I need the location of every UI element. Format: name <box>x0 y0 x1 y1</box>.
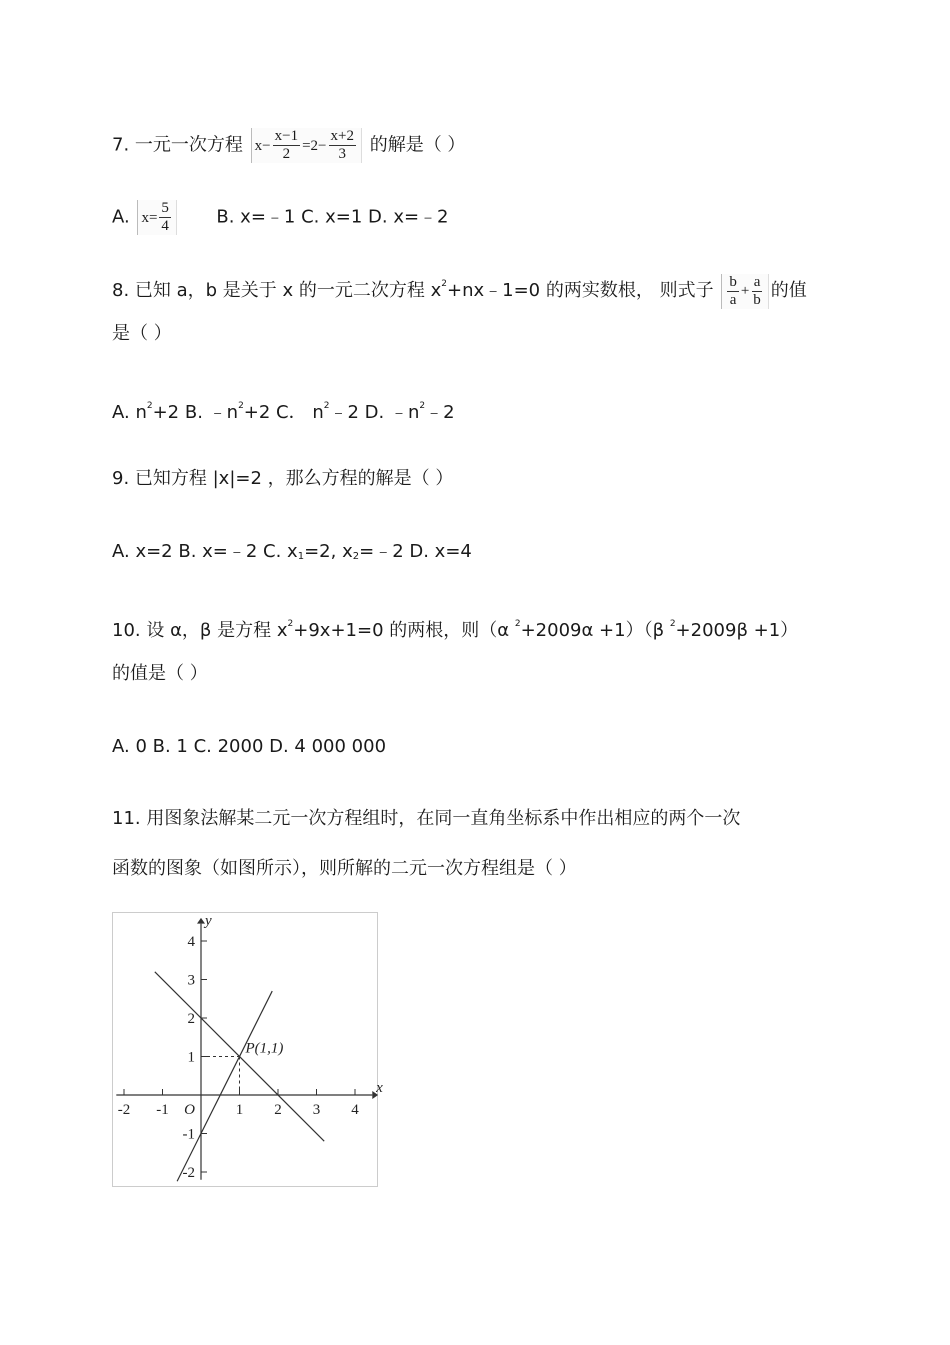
q7-option-a-num: 5 <box>161 200 169 216</box>
q7-frac1-num: x−1 <box>274 128 299 144</box>
q9-sub1: 1 <box>297 551 305 562</box>
q8-exponent: 2 <box>441 279 447 289</box>
q8-options <box>112 394 455 425</box>
q7-frac2-num: x+2 <box>330 128 354 144</box>
q8-opt-c-sup: 2 <box>323 401 330 411</box>
q7-option-a-label: A. <box>112 206 130 228</box>
q8-fraction-2 <box>751 274 763 309</box>
q7-equation-image <box>251 128 362 163</box>
q9-opt-part2: =2, x <box>304 541 353 562</box>
q8-stem-line2: 是（ ） <box>112 323 172 344</box>
q10-stem-part2: +9x+1=0 的两根，则（α <box>293 620 515 641</box>
q7-option-a-image <box>137 200 176 235</box>
origin-label: O <box>184 1102 195 1118</box>
q9-opt-part3: =﹣2 D. x=4 <box>359 541 472 562</box>
q7-option-a-fraction <box>159 200 171 235</box>
y-tick-label: 4 <box>187 934 195 950</box>
x-axis-label: x <box>376 1080 383 1096</box>
q8-fraction-1 <box>727 274 739 309</box>
q8-opt-a-sup: 2 <box>146 401 153 411</box>
q10-stem-line2: 的值是（ ） <box>112 663 208 684</box>
q10-stem-part1: 10. 设 α，β 是方程 x <box>112 620 288 641</box>
q8-stem-part1: 8. 已知 a，b 是关于 x 的一元二次方程 x <box>112 280 442 301</box>
q8-opt-b-sup: 2 <box>238 401 244 411</box>
q10-stem-part3: +2009α +1）（β <box>520 620 670 641</box>
y-tick-label: 3 <box>187 972 195 989</box>
q7-eq-mid: =2− <box>302 137 327 154</box>
y-axis-label: y <box>205 912 212 929</box>
q9-sub2: 2 <box>352 551 360 562</box>
q10-options: A. 0 B. 1 C. 2000 D. 4 000 000 <box>112 736 387 757</box>
q7-frac2-den: 3 <box>338 146 346 162</box>
q7-options-rest: B. x=﹣1 C. x=1 D. x=﹣2 <box>216 206 449 228</box>
q10-stem-part4: +2009β +1） <box>675 620 799 641</box>
y-axis-arrow-icon <box>197 918 205 924</box>
q8-stem-part2: +nx﹣1=0 的两实数根， 则式子 <box>447 280 714 301</box>
q7-fraction-1 <box>273 128 300 163</box>
q9-opt-part1: A. x=2 B. x=﹣2 C. x <box>112 541 298 562</box>
q8-opt-a: A. n <box>112 402 147 423</box>
q8-opt-d: ﹣2 D. ﹣n <box>329 402 420 423</box>
q11-stem-line1: 11. 用图象法解某二元一次方程组时，在同一直角坐标系中作出相应的两个一次 <box>112 808 741 829</box>
q8-opt-d-sup: 2 <box>419 401 426 411</box>
q7-options <box>112 200 449 235</box>
q10-stem <box>112 612 798 643</box>
y-tick-label: -2 <box>182 1165 195 1181</box>
y-tick-label: 2 <box>187 1011 195 1027</box>
q11-stem-line2: 函数的图象（如图所示），则所解的二元一次方程组是（ ） <box>112 858 577 879</box>
q8-opt-d-tail: ﹣2 <box>425 402 455 423</box>
q7-stem-tail: 的解是（ ） <box>369 134 466 156</box>
q7-eq-lhs: x− <box>254 137 271 154</box>
q8-frac1-num: b <box>729 273 737 290</box>
q9-stem: 9. 已知方程 |x|=2 ，那么方程的解是（ ） <box>112 468 454 489</box>
q7-fraction-2 <box>329 128 356 163</box>
q8-stem <box>112 272 807 309</box>
q7-stem <box>112 128 465 163</box>
x-tick-label: 4 <box>351 1102 359 1118</box>
q8-stem-part3: 的值 <box>770 280 807 301</box>
intersection-label: P(1,1) <box>245 1040 284 1057</box>
q8-expression-image <box>721 274 768 309</box>
y-tick-label: -1 <box>182 1126 195 1143</box>
x-tick-label: 2 <box>274 1102 282 1118</box>
x-tick-label: 1 <box>235 1102 244 1118</box>
q8-frac2-num: a <box>753 273 761 290</box>
x-tick-label: -1 <box>156 1102 169 1118</box>
q10-sup-3: 2 <box>669 619 676 629</box>
q8-opt-c: +2 C． n <box>243 402 324 423</box>
q8-frac1-den: a <box>729 291 737 308</box>
q7-option-a-lhs: x= <box>141 209 158 226</box>
y-tick-label: 1 <box>187 1049 195 1066</box>
x-tick-label: -2 <box>117 1102 131 1118</box>
x-tick-label: 3 <box>312 1102 321 1118</box>
q11-graph-figure <box>112 912 383 1187</box>
q7-option-a-den: 4 <box>161 218 169 234</box>
coordinate-graph <box>113 912 383 1188</box>
q8-frac2-den: b <box>753 291 761 308</box>
q7-frac1-den: 2 <box>282 146 291 162</box>
q9-options <box>112 540 472 569</box>
q10-sup-1: 2 <box>287 619 294 629</box>
q10-sup-2: 2 <box>514 619 521 629</box>
q8-opt-b: +2 B. ﹣n <box>152 402 239 423</box>
q7-stem-text: 7. 一元一次方程 <box>112 134 243 156</box>
q8-plus: + <box>740 283 750 299</box>
